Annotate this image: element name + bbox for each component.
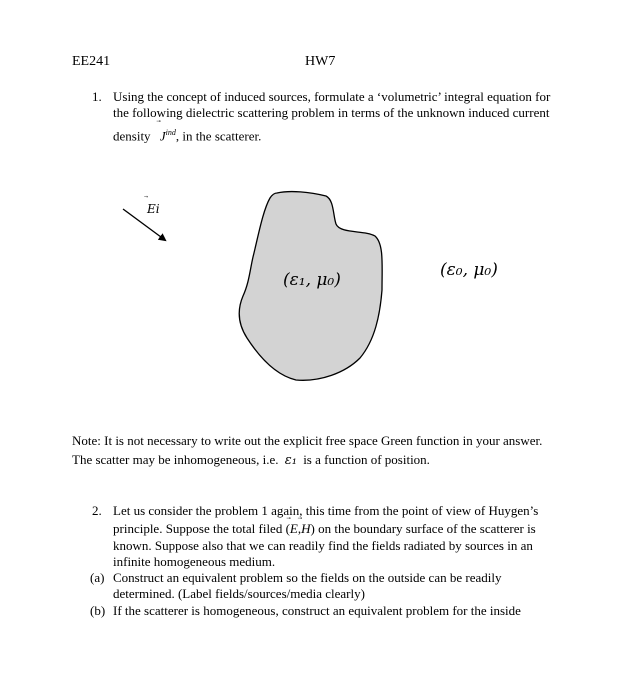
part-b-line-1: If the scatterer is homogeneous, construct an equivalent problem for the inside [113, 603, 521, 618]
problem-1-line-1: Using the concept of induced sources, formulate a ‘volumetric’ integral equation for [113, 89, 551, 104]
problem-2-number: 2. [92, 503, 102, 518]
note-line-2-end: is a function of position. [303, 452, 430, 467]
problem-2-line-2-end: ) on the boundary surface of the scatterer is [310, 521, 536, 536]
problem-1-line-2: the following dielectric scattering problem in terms of the unknown induced current [113, 105, 550, 120]
inner-medium-label: (ε₁, μ₀) [283, 270, 341, 290]
density-word: density [113, 128, 151, 144]
note-line-2-start: The scatter may be inhomogeneous, i.e. [72, 452, 279, 467]
epsilon-symbol: ε₁ [284, 453, 297, 468]
incident-field-text: Ei [147, 202, 160, 216]
problem-2-line-2-start: principle. Suppose the total filed ( [113, 521, 290, 536]
field-separator: , [297, 521, 302, 536]
part-b-label: (b) [90, 603, 106, 618]
current-letter: J [159, 128, 166, 144]
note-line-1: Note: It is not necessary to write out the explicit free space Green function in your answer. [72, 433, 543, 448]
part-a-line-2: determined. (Label fields/sources/media clearly) [113, 586, 365, 601]
problem-2-line-4: infinite homogeneous medium. [113, 554, 276, 569]
note-line-2 [72, 452, 430, 469]
problem-2-line-3: known. Suppose also that we can readily find the fields radiated by sources in an [113, 538, 533, 553]
problem-2-line-2 [113, 521, 536, 537]
field-h-symbol [301, 521, 310, 537]
current-superscript: ind [165, 128, 176, 137]
field-e-letter: E [289, 521, 298, 536]
problem-1-line-3-end: , in the scatterer. [175, 128, 262, 144]
outer-medium-label: (ε₀, μ₀) [440, 260, 498, 280]
field-e-symbol [290, 521, 298, 537]
field-h-letter: H [301, 521, 311, 536]
part-a-label: (a) [90, 570, 105, 585]
homework-title: HW7 [305, 54, 336, 69]
problem-2-line-1: Let us consider the problem 1 again, this time from the point of view of Huygen’s [113, 503, 539, 518]
problem-1-number: 1. [92, 89, 102, 104]
course-code: EE241 [72, 54, 111, 69]
part-a-line-1: Construct an equivalent problem so the fields on the outside can be readily [113, 570, 502, 585]
incident-field-label [147, 202, 160, 216]
